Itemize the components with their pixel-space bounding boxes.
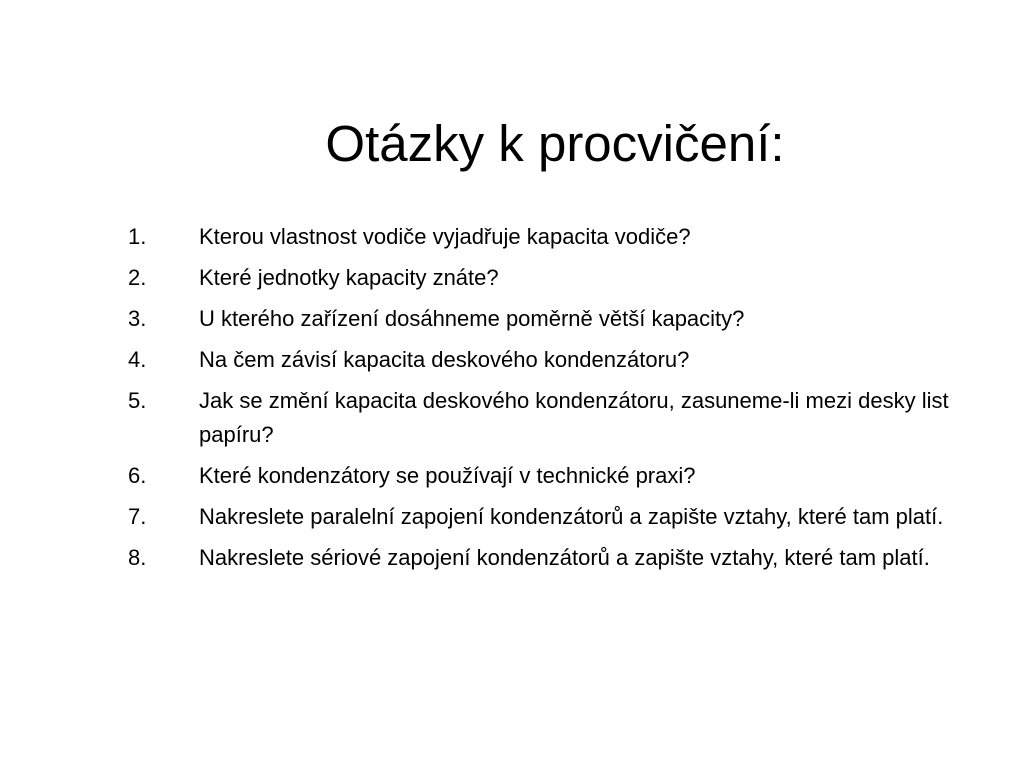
question-number: 2.	[128, 265, 147, 290]
question-item-4	[128, 343, 968, 377]
question-list	[128, 220, 968, 582]
question-number: 8.	[128, 545, 147, 570]
question-item-1	[128, 220, 968, 254]
question-item-5	[128, 384, 968, 452]
question-text: U kterého zařízení dosáhneme poměrně větší kapacity?	[199, 306, 745, 331]
question-number: 6.	[128, 463, 147, 488]
question-number: 5.	[128, 388, 147, 413]
slide-title: Otázky k procvičení:	[325, 115, 785, 172]
question-number: 4.	[128, 347, 147, 372]
question-item-8	[128, 541, 968, 575]
question-text: Nakreslete sériové zapojení kondenzátorů a zapište vztahy, které tam platí.	[199, 545, 930, 570]
question-item-6	[128, 459, 968, 493]
question-item-7	[128, 500, 968, 534]
question-text: Nakreslete paralelní zapojení kondenzátorů a zapište vztahy, které tam platí.	[199, 504, 944, 529]
question-text: Jak se změní kapacita deskového kondenzátoru, zasuneme-li mezi desky list papíru?	[199, 388, 949, 447]
question-item-2	[128, 261, 968, 295]
question-item-3	[128, 302, 968, 336]
question-text: Které jednotky kapacity znáte?	[199, 265, 499, 290]
question-text: Kterou vlastnost vodiče vyjadřuje kapacita vodiče?	[199, 224, 691, 249]
question-number: 1.	[128, 224, 147, 249]
question-number: 7.	[128, 504, 147, 529]
question-text: Které kondenzátory se používají v technické praxi?	[199, 463, 696, 488]
question-text: Na čem závisí kapacita deskového kondenzátoru?	[199, 347, 690, 372]
question-number: 3.	[128, 306, 147, 331]
